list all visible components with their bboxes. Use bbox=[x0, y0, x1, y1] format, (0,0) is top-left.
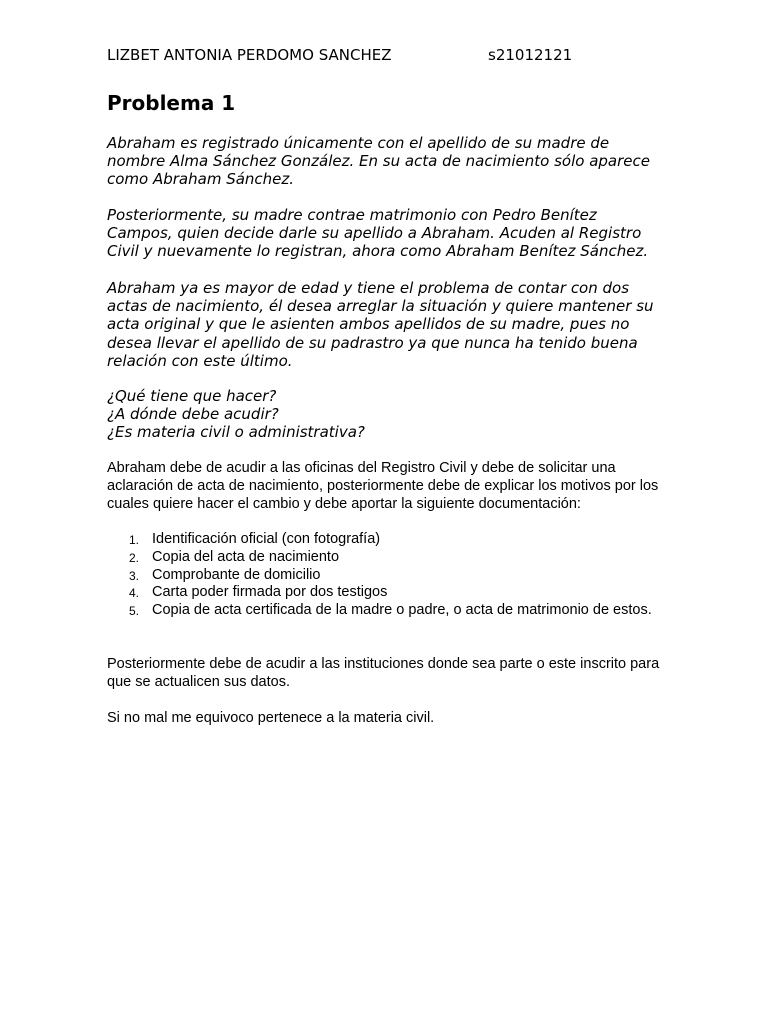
list-number: 5. bbox=[129, 604, 140, 619]
problem-paragraph: Posteriormente, su madre contrae matrimonio con Pedro Benítez Campos, quien decide darle su apellido a Abraham. Acuden al Registro Civil y nuevamente lo registran, ahora como Abraham Benítez Sánchez. bbox=[107, 206, 649, 261]
list-number: 2. bbox=[129, 550, 140, 565]
problem-questions bbox=[107, 387, 667, 442]
document-header bbox=[107, 45, 667, 65]
problem-paragraph: Abraham ya es mayor de edad y tiene el problema de contar con dos actas de nacimiento, él desea arreglar la situación y quiere mantener su acta original y que le asienten ambos apellidos de su madre, pues no desea llevar el apellido de su padrastro ya que nunca ha tenido buena relación con este último. bbox=[107, 279, 654, 370]
list-item-text: Copia del acta de nacimiento bbox=[152, 548, 340, 565]
list-item bbox=[107, 584, 667, 602]
question: ¿A dónde debe acudir? bbox=[107, 405, 279, 424]
documents-list bbox=[107, 531, 667, 620]
answer-conclusion: Si no mal me equivoco pertenece a la materia civil. bbox=[107, 710, 435, 726]
list-item bbox=[107, 602, 667, 620]
list-number: 1. bbox=[129, 533, 140, 547]
list-item-text: Carta poder firmada por dos testigos bbox=[152, 584, 388, 601]
question: ¿Qué tiene que hacer? bbox=[107, 387, 277, 405]
problem-title: Problema 1 bbox=[107, 91, 236, 115]
list-item bbox=[107, 531, 667, 549]
list-number: 4. bbox=[129, 586, 140, 601]
list-item bbox=[107, 567, 667, 585]
question: ¿Es materia civil o administrativa? bbox=[107, 423, 365, 442]
list-item-text: Copia de acta certificada de la madre o padre, o acta de matrimonio de estos. bbox=[152, 602, 652, 619]
list-item-text: Identificación oficial (con fotografía) bbox=[152, 531, 381, 547]
problem-paragraph: Abraham es registrado únicamente con el apellido de su madre de nombre Alma Sánchez González. En su acta de nacimiento sólo aparece como Abraham Sánchez. bbox=[107, 134, 650, 189]
list-item-text: Comprobante de domicilio bbox=[152, 566, 321, 583]
author-name: LIZBET ANTONIA PERDOMO SANCHEZ bbox=[107, 46, 392, 64]
list-item bbox=[107, 549, 667, 567]
answer-followup: Posteriormente debe de acudir a las instituciones donde sea parte o este inscrito para que se actualicen sus datos. bbox=[107, 656, 660, 690]
list-number: 3. bbox=[129, 568, 140, 583]
answer-intro: Abraham debe de acudir a las oficinas del Registro Civil y debe de solicitar una aclaración de acta de nacimiento, posteriormente debe de explicar los motivos por los cuales quiere hacer el cambio y debe aportar la siguiente documentación: bbox=[107, 460, 659, 512]
student-id: s21012121 bbox=[488, 46, 573, 64]
